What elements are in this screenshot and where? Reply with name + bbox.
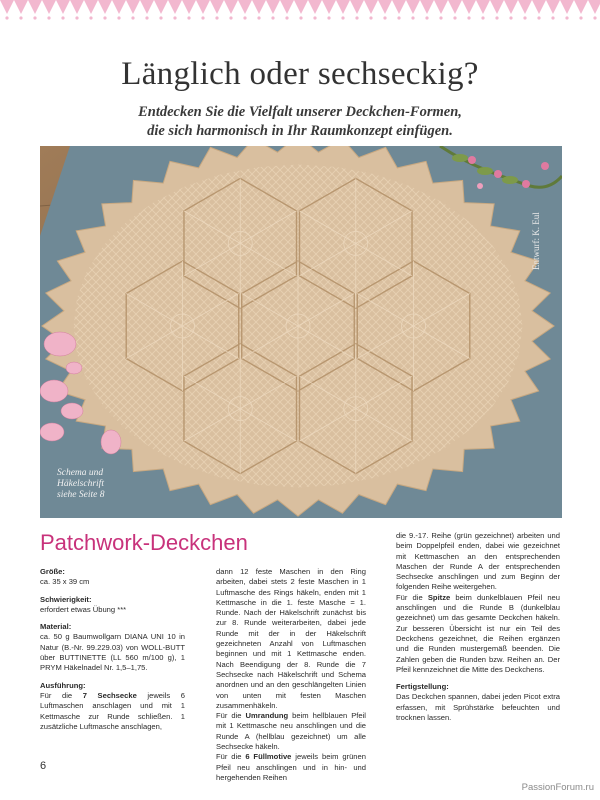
border-dot [47,16,50,19]
column-2-paragraph-c [216,752,366,783]
border-triangle [364,0,378,14]
border-triangle [28,0,42,14]
border-triangle [252,0,266,14]
difficulty-text: erfordert etwas Übung *** [40,604,127,614]
watermark: PassionForum.ru [521,782,594,793]
col2-b-bold: Umrandung [245,711,289,721]
finish-label: Fertigstellung: [396,682,449,692]
border-dot [509,16,512,19]
border-triangle [350,0,364,14]
column-3-paragraph-b [396,593,560,675]
border-dot [19,16,22,19]
column-2-paragraph-b [216,711,366,752]
border-triangle [518,0,532,14]
border-dot [551,16,554,19]
border-triangle [168,0,182,14]
border-dot [313,16,316,19]
caption-line-1: Schema und [57,468,104,478]
border-dot [383,16,386,19]
border-dot [341,16,344,19]
border-dot [61,16,64,19]
border-triangle [0,0,14,14]
border-triangle [336,0,350,14]
border-dot [89,16,92,19]
column-3-paragraph-a: die 9.-17. Reihe (grün gezeichnet) arbeiten und beim Doppelpfeil enden, dabei wie gezeichnet mit Kettmaschen an den entsprechenden Maschen der Runde A der entsprechenden Sechsecke anschlingen und zum Beginn der folgenden Reihe weitergehen. [396,531,560,592]
col2-c-bold: 6 Füllmotive [245,752,292,762]
border-triangle [294,0,308,14]
border-dot [173,16,176,19]
execution-text [40,691,185,732]
border-dot [117,16,120,19]
border-triangle [280,0,294,14]
border-triangle [574,0,588,14]
border-dot [75,16,78,19]
border-dot [5,16,8,19]
col2-c-post: jeweils beim grünen Pfeil neu anschlingen und in hin- und hergehenden Reihen [216,752,366,782]
size-label: Größe: [40,567,65,576]
border-dot [579,16,582,19]
border-dot [215,16,218,19]
size-text: ca. 35 x 39 cm [40,577,90,587]
subtitle-line-1: Entdecken Sie die Vielfalt unserer Deckchen-Formen, [138,104,462,120]
execution-bold: 7 Sechsecke [82,690,137,700]
border-dot [299,16,302,19]
border-dot [33,16,36,19]
execution-text-a: Für die [40,690,83,700]
column-1 [40,567,185,732]
border-dot [453,16,456,19]
doily-photo [40,146,562,518]
border-dot [537,16,540,19]
border-dot [201,16,204,19]
border-dot [593,16,596,19]
border-triangle [98,0,112,14]
border-dot [369,16,372,19]
page-number: 6 [40,760,47,772]
border-dot [467,16,470,19]
material-label: Material: [40,622,72,632]
border-triangle [532,0,546,14]
caption-line-3: siehe Seite 8 [57,490,105,500]
border-triangle [420,0,434,14]
difficulty-label: Schwierigkeit: [40,594,92,604]
border-triangle [196,0,210,14]
border-triangle [56,0,70,14]
border-triangle [308,0,322,14]
border-dot [243,16,246,19]
decorative-top-border [0,0,600,26]
border-triangle [392,0,406,14]
design-credit: Entwurf: K. Eul [531,212,541,270]
border-triangle [546,0,560,14]
border-dot [229,16,232,19]
border-dot [355,16,358,19]
border-dot [159,16,162,19]
border-triangle [266,0,280,14]
border-dot [145,16,148,19]
border-triangle [476,0,490,14]
border-dot [411,16,414,19]
border-triangle [84,0,98,14]
article-heading: Patchwork-Deckchen [40,530,248,555]
border-dot [257,16,260,19]
col2-c-pre: Für die [216,752,246,762]
subtitle-line-2: die sich harmonisch in Ihr Raumkonzept einfügen. [147,123,453,139]
border-dot [285,16,288,19]
border-triangle [154,0,168,14]
border-triangle [504,0,518,14]
execution-label: Ausführung: [40,680,86,690]
border-triangle [406,0,420,14]
border-triangle [224,0,238,14]
column-2-paragraph-a: dann 12 feste Maschen in den Ring arbeiten, dabei stets 2 feste Maschen in 1 Luftmasche des Rings häkeln, enden mit 1 Kettmasche in die 1. feste Masche = 1. Runde. Nach der Häkelschrift zunächst bis zur 8. Runde weiterarbeiten, dabei jede Runde mit der in der Häkelschrift gezeichneten Anzahl von Luftmaschen beginnen und mit 1 Kettmasche enden. Nach Beendigung der 8. Runde die 7 Sechsecke nach Häkelschrift und Schema anordnen und an den geschlängelten Linien von unten mit festen Maschen zusammenhäkeln. [216,567,366,710]
border-dot [425,16,428,19]
border-triangle [70,0,84,14]
finish-text: Das Deckchen spannen, dabei jeden Picot extra erfassen, mit Sprühstärke befeuchten und trocknen lassen. [396,692,560,723]
column-3 [396,531,560,723]
execution-text-b: jeweils 6 Luftmaschen anschlagen und mit 1 Kettmasche zur Runde schließen. 1 zusätzliche Luftmasche anschlagen, [40,690,186,731]
border-triangle [42,0,56,14]
border-triangle [588,0,600,14]
border-triangle [434,0,448,14]
border-triangle [112,0,126,14]
column-2 [216,567,366,783]
border-dot [397,16,400,19]
col2-b-pre: Für die [216,711,246,721]
border-dot [439,16,442,19]
border-dot [327,16,330,19]
border-triangle [182,0,196,14]
col3-b-pre: Für die [396,592,428,602]
page-subtitle [0,103,600,141]
border-triangle [448,0,462,14]
page-title: Länglich oder sechseckig? [121,56,479,92]
material-text: ca. 50 g Baumwollgarn DIANA UNI 10 in Natur (B.-Nr. 99.229.03) von WOLL-BUTT über BUTTINETTE (LL 560 m/100 g), 1 PRYM Häkelnadel Nr. 1,5–1,75. [40,632,185,673]
border-dot [187,16,190,19]
border-triangle [560,0,574,14]
border-dot [565,16,568,19]
caption-line-2: Häkelschrift [57,479,104,489]
border-triangle [322,0,336,14]
border-triangle [378,0,392,14]
border-dot [495,16,498,19]
border-triangle [140,0,154,14]
border-dot [523,16,526,19]
col2-b-post: beim hellblauen Pfeil mit 1 Kettmasche neu anschlingen und die Runde A (hellblau gezeichnet) um alle Sechsecke häkeln. [216,711,366,752]
col3-b-post: beim dunkelblauen Pfeil neu anschlingen und die Runde B (dunkelblau gezeichnet) um das gesamte Deckchen häkeln. Zur besseren Übersicht ist nur ein Teil des Deckchens gezeichnet, die Reihen ergänzen und die Runden mustergemäß beenden. Die Zahlen geben die Runden bzw. Reihen an. Der Pfeil kennzeichnet die Mitte des Deckchens. [396,592,560,674]
col3-b-bold: Spitze [427,592,451,602]
border-triangle [14,0,28,14]
border-dot [131,16,134,19]
border-dot [481,16,484,19]
border-triangle [238,0,252,14]
border-triangle [126,0,140,14]
border-dot [103,16,106,19]
border-triangle [490,0,504,14]
border-triangle [210,0,224,14]
border-dot [271,16,274,19]
photo-caption [57,468,104,501]
border-triangle [462,0,476,14]
